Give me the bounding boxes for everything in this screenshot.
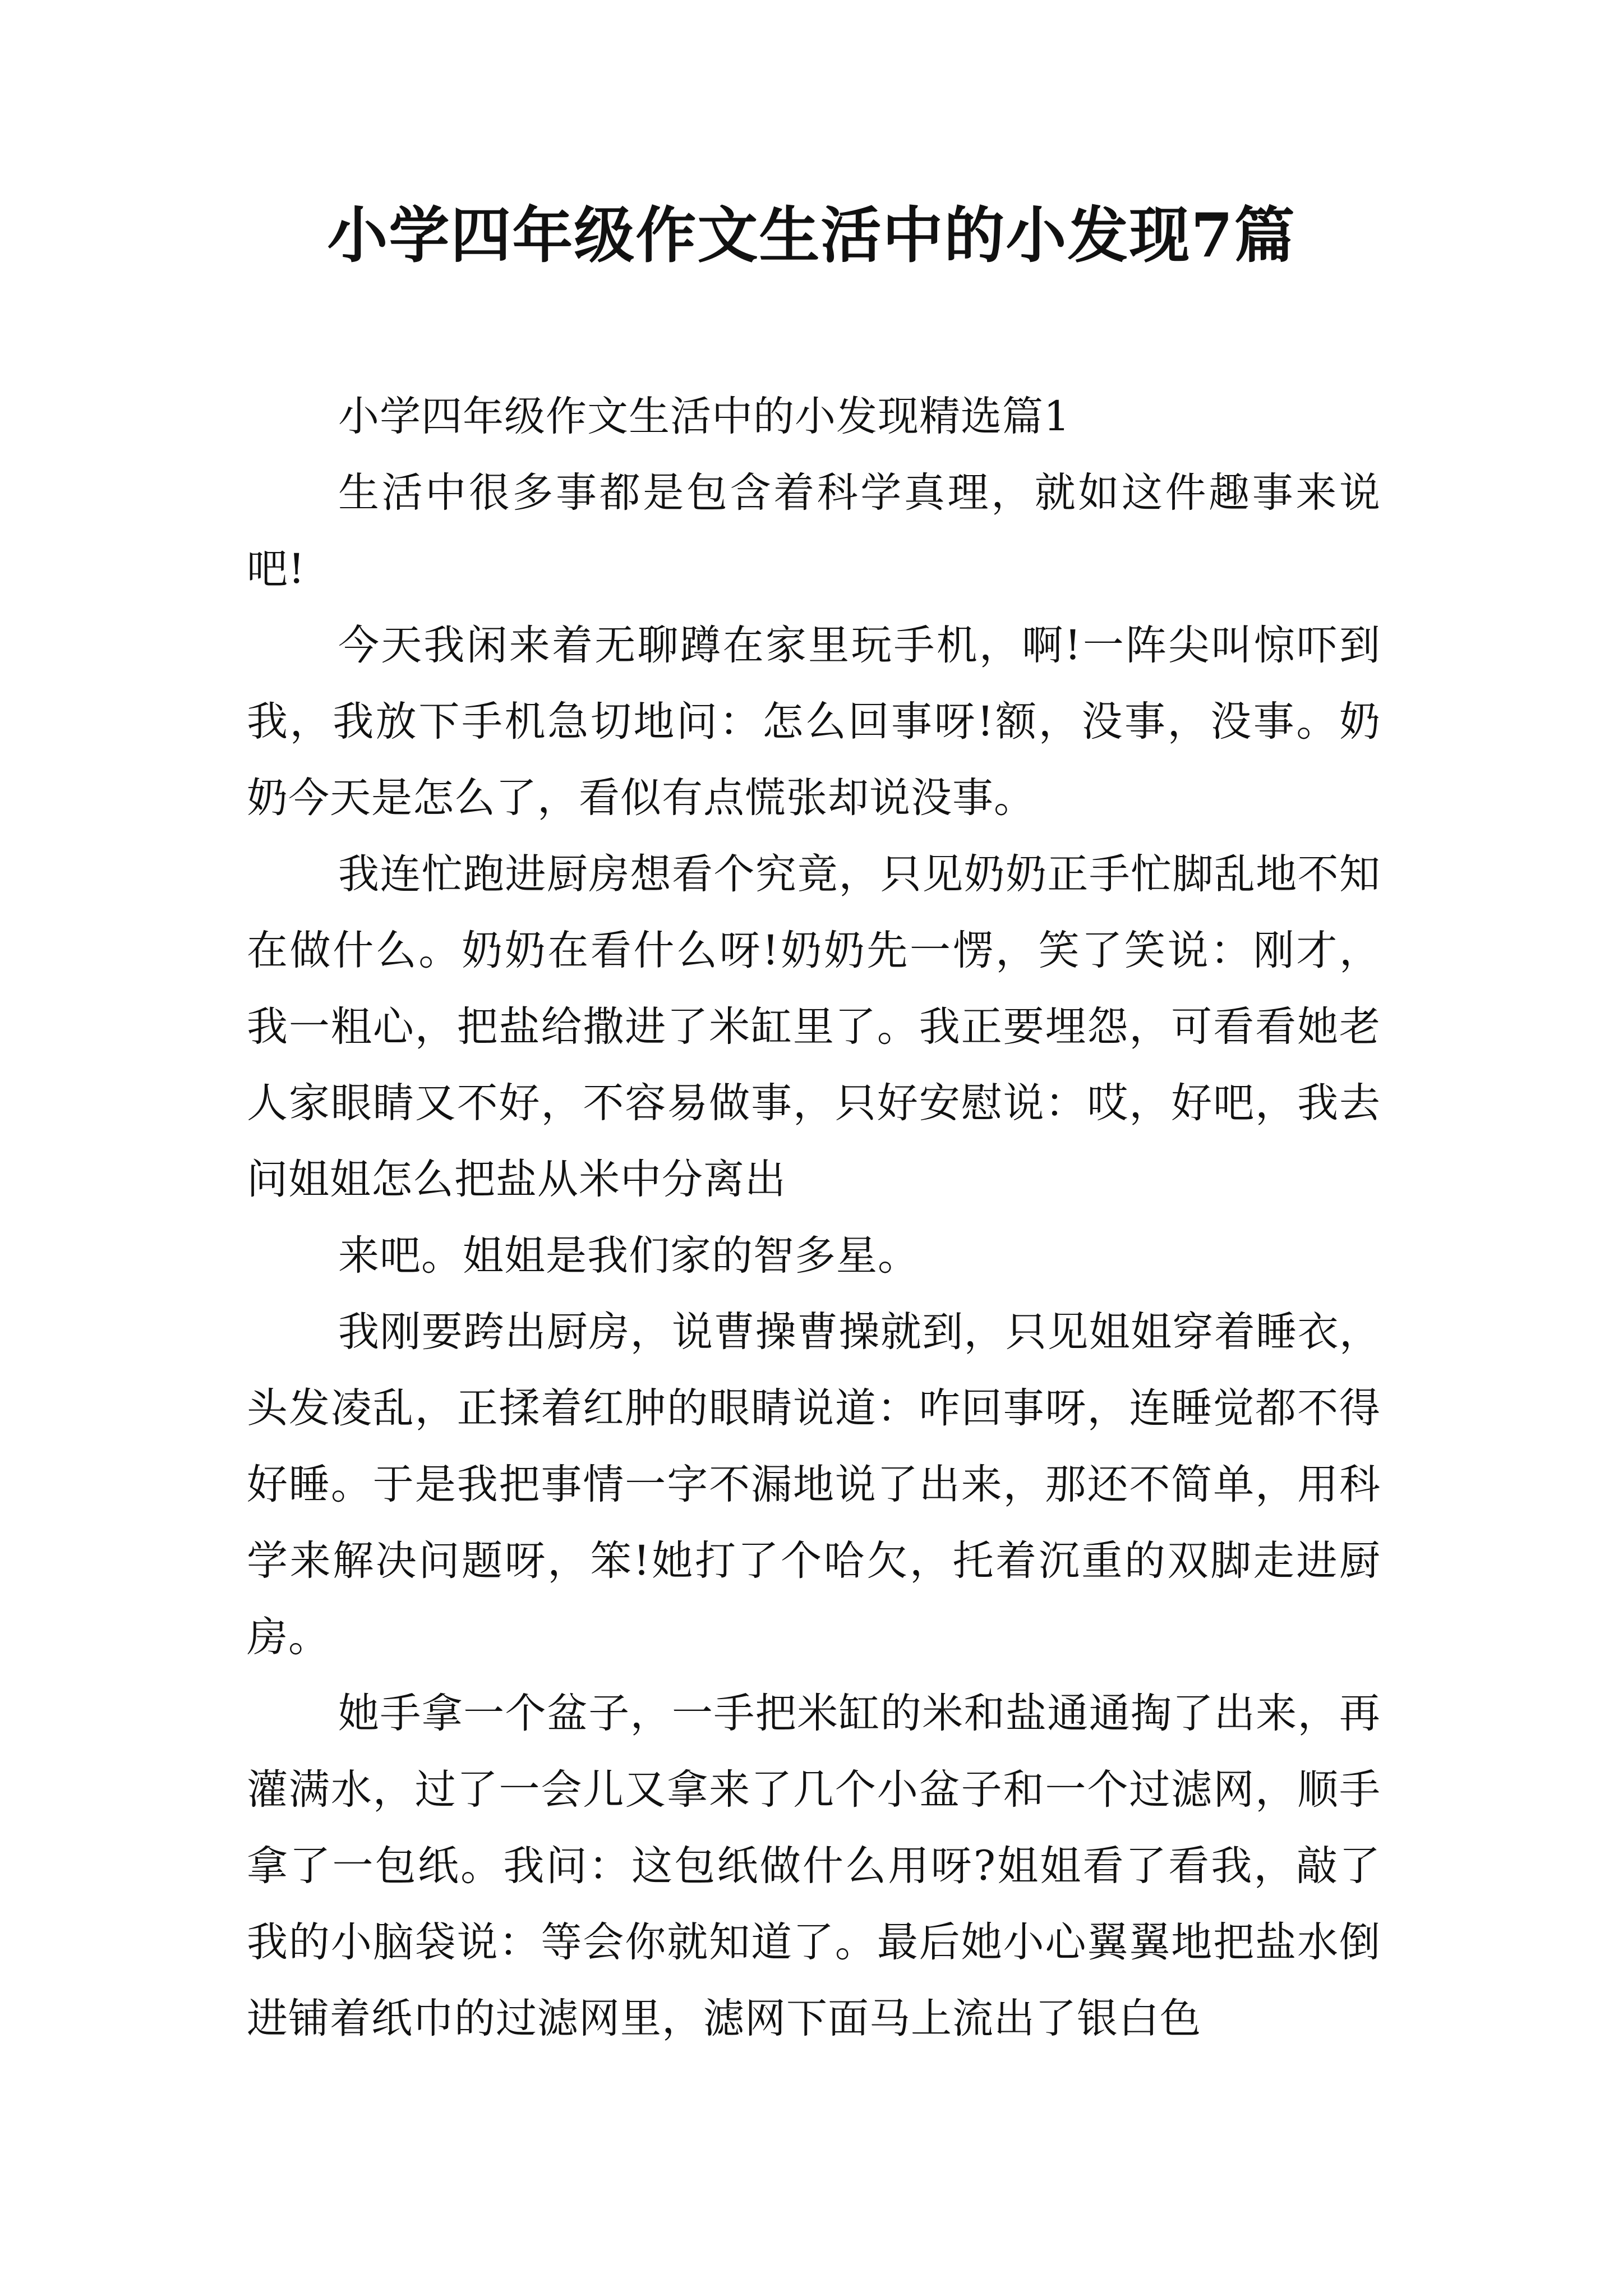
paragraph: 我刚要跨出厨房，说曹操曹操就到，只见姐姐穿着睡衣，头发凌乱，正揉着红肿的眼睛说道：咋回事呀，连睡觉都不得好睡。于是我把事情一字不漏地说了出来，那还不简单，用科学来解决问题呀，笨!她打了个哈欠，托着沉重的双脚走进厨房。 [247,1308,1381,1661]
paragraph: 今天我闲来着无聊蹲在家里玩手机，啊!一阵尖叫惊吓到我，我放下手机急切地问：怎么回事呀!额，没事，没事。奶奶今天是怎么了，看似有点慌张却说没事。 [247,622,1381,822]
section-heading: 小学四年级作文生活中的小发现精选篇1 [338,393,1071,440]
document-title: 小学四年级作文生活中的小发现7篇 [327,200,1296,271]
paragraph: 来吧。姐姐是我们家的智多星。 [338,1232,919,1280]
paragraph: 我连忙跑进厨房想看个究竟，只见奶奶正手忙脚乱地不知在做什么。奶奶在看什么呀!奶奶先一愣，笑了笑说：刚才，我一粗心，把盐给撒进了米缸里了。我正要埋怨，可看看她老人家眼睛又不好，不容易做事，只好安慰说：哎，好吧，我去问姐姐怎么把盐从米中分离出 [247,850,1381,1203]
document-body [247,379,1381,2057]
paragraph: 生活中很多事都是包含着科学真理，就如这件趣事来说吧! [247,469,1381,593]
paragraph: 她手拿一个盆子，一手把米缸的米和盐通通掏了出来，再灌满水，过了一会儿又拿来了几个小盆子和一个过滤网，顺手拿了一包纸。我问：这包纸做什么用呀?姐姐看了看我，敲了我的小脑袋说：等会你就知道了。最后她小心翼翼地把盐水倒进铺着纸巾的过滤网里，滤网下面马上流出了银白色 [247,1690,1381,2042]
